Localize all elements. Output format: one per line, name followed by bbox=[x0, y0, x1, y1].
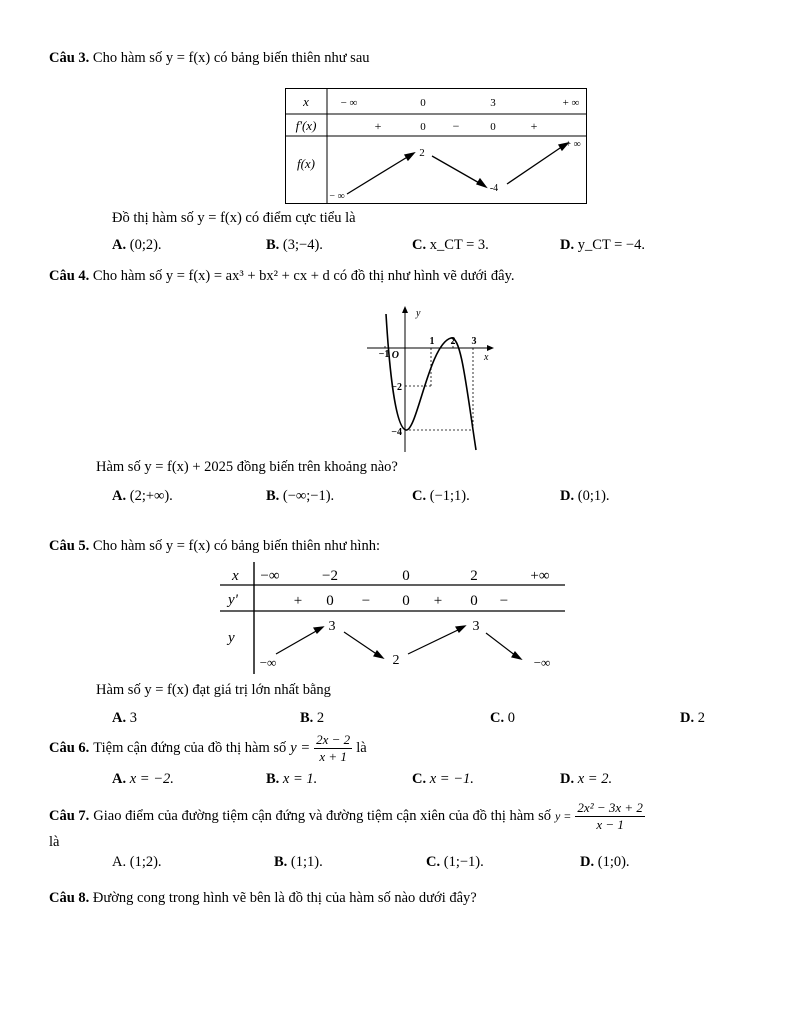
q3-fp-sign: + bbox=[530, 119, 538, 133]
q3-question: Đồ thị hàm số y = f(x) có điểm cực tiểu là bbox=[112, 210, 356, 226]
q3-x-val: 0 bbox=[420, 97, 426, 109]
q4-option-c[interactable]: C. (−1;1). bbox=[412, 488, 470, 504]
q6-fraction bbox=[314, 732, 352, 765]
q6-option-c[interactable]: C. x = −1. bbox=[412, 771, 474, 787]
q5-option-c[interactable]: C. 0 bbox=[490, 710, 515, 726]
q7-option-b[interactable]: B. (1;1). bbox=[274, 854, 323, 870]
q6-option-b[interactable]: B. x = 1. bbox=[266, 771, 318, 787]
q5-stem: Cho hàm số y = f(x) có bảng biến thiên như hình: bbox=[92, 538, 380, 554]
q5-yp-sign: + bbox=[293, 593, 303, 609]
q5-y-val: 3 bbox=[328, 619, 336, 634]
q5-option-b[interactable]: B. 2 bbox=[300, 710, 325, 726]
q5-stem-line bbox=[49, 538, 380, 555]
q5-option-d[interactable]: D. 2 bbox=[680, 710, 705, 726]
q4-graph-origin: O bbox=[391, 350, 399, 361]
q4-option-d[interactable]: D. (0;1). bbox=[560, 488, 610, 504]
q3-option-d[interactable]: D. y_CT = −4. bbox=[560, 237, 645, 253]
q4-graph-x-label: x bbox=[484, 352, 489, 363]
q5-label: Câu 5. bbox=[49, 538, 90, 554]
q3-stem-line bbox=[49, 50, 370, 67]
q5-yp-sign: − bbox=[361, 593, 371, 609]
q3-fp-label: f'(x) bbox=[295, 118, 317, 133]
q3-label: Câu 3. bbox=[49, 50, 90, 66]
q7-stem-line bbox=[49, 796, 645, 836]
q5-yp-sign: 0 bbox=[402, 593, 410, 609]
q3-fp-sign: + bbox=[374, 119, 382, 133]
q6-option-a[interactable]: A. x = −2. bbox=[112, 771, 174, 787]
q5-x-val: −∞ bbox=[260, 568, 280, 584]
q5-y-val: 2 bbox=[392, 653, 400, 668]
q3-x-label: x bbox=[303, 94, 309, 109]
q5-x-label: x bbox=[232, 568, 239, 584]
q5-x-val: 0 bbox=[402, 568, 410, 584]
q5-x-val: 2 bbox=[470, 568, 478, 584]
q4-label: Câu 4. bbox=[49, 268, 90, 284]
q5-yp-sign: − bbox=[499, 593, 509, 609]
q8-stem-line bbox=[49, 890, 477, 907]
q4-graph-tick: −1 bbox=[378, 349, 390, 360]
q5-y-val: 3 bbox=[472, 619, 480, 634]
q7-option-a[interactable]: A. (1;2). bbox=[112, 854, 162, 870]
q3-x-val: − ∞ bbox=[340, 97, 358, 109]
q5-y-label: y bbox=[228, 630, 235, 646]
q5-x-val: −2 bbox=[322, 568, 338, 584]
q5-y-val: −∞ bbox=[259, 655, 277, 670]
q3-f-val: -4 bbox=[489, 183, 499, 194]
q7-denominator: x − 1 bbox=[596, 816, 624, 832]
q4-option-a[interactable]: A. (2;+∞). bbox=[112, 488, 173, 504]
q3-f-val: 2 bbox=[419, 147, 425, 159]
q3-fp-sign: 0 bbox=[490, 121, 496, 133]
q3-stem: Cho hàm số y = f(x) có bảng biến thiên như sau bbox=[92, 50, 370, 66]
q4-graph-tick: −2 bbox=[391, 382, 402, 393]
q4-stem-line bbox=[49, 268, 515, 285]
q5-yp-sign: + bbox=[433, 593, 443, 609]
q4-graph-tick: 2 bbox=[450, 336, 456, 347]
q5-x-val: +∞ bbox=[530, 568, 550, 584]
q5-variation-table bbox=[220, 562, 565, 674]
q4-graph-tick: 3 bbox=[471, 336, 477, 347]
q4-stem: Cho hàm số y = f(x) = ax³ + bx² + cx + d có đồ thị như hình vẽ dưới đây. bbox=[92, 268, 515, 284]
q4-graph-tick: 1 bbox=[429, 336, 435, 347]
q7-fraction bbox=[575, 800, 644, 833]
q7-numerator: 2x² − 3x + 2 bbox=[577, 799, 643, 815]
q4-option-b[interactable]: B. (−∞;−1). bbox=[266, 488, 335, 504]
q5-question: Hàm số y = f(x) đạt giá trị lớn nhất bằng bbox=[96, 682, 331, 698]
q6-lhs: y = bbox=[290, 739, 311, 756]
q4-cubic-graph bbox=[365, 304, 495, 454]
q5-option-a[interactable]: A. 3 bbox=[112, 710, 137, 726]
q7-tail: là bbox=[49, 834, 60, 850]
q7-stem: Giao điểm của đường tiệm cận đứng và đường tiệm cận xiên của đồ thị hàm số bbox=[93, 807, 551, 824]
q5-yp-label: y' bbox=[228, 592, 238, 608]
q4-graph-tick: −4 bbox=[391, 427, 402, 438]
q8-label: Câu 8. bbox=[49, 890, 90, 906]
q3-fp-sign: − bbox=[452, 119, 460, 133]
q6-stem: Tiệm cận đứng của đồ thị hàm số bbox=[93, 739, 287, 756]
q3-fp-sign: 0 bbox=[420, 121, 426, 133]
q3-option-a[interactable]: A. (0;2). bbox=[112, 237, 162, 253]
q3-option-c[interactable]: C. x_CT = 3. bbox=[412, 237, 489, 253]
q4-graph-y-label: y bbox=[416, 308, 421, 319]
q5-y-val: −∞ bbox=[533, 655, 551, 670]
q7-option-d[interactable]: D. (1;0). bbox=[580, 854, 630, 870]
q3-f-val: + ∞ bbox=[565, 139, 581, 150]
q6-tail: là bbox=[356, 739, 367, 756]
q8-stem: Đường cong trong hình vẽ bên là đồ thị của hàm số nào dưới đây? bbox=[92, 890, 477, 906]
q6-label: Câu 6. bbox=[49, 739, 90, 756]
q4-question: Hàm số y = f(x) + 2025 đồng biến trên khoảng nào? bbox=[96, 459, 398, 475]
q6-numerator: 2x − 2 bbox=[316, 731, 351, 747]
q3-f-label: f(x) bbox=[296, 156, 316, 171]
q7-lhs: y = bbox=[554, 808, 572, 823]
q6-option-d[interactable]: D. x = 2. bbox=[560, 771, 613, 787]
q5-yp-sign: 0 bbox=[326, 593, 334, 609]
q6-denominator: x + 1 bbox=[319, 748, 347, 764]
q3-variation-table bbox=[285, 88, 587, 204]
q3-option-b[interactable]: B. (3;−4). bbox=[266, 237, 323, 253]
q3-x-val: 3 bbox=[490, 97, 496, 109]
q5-yp-sign: 0 bbox=[470, 593, 478, 609]
q7-option-c[interactable]: C. (1;−1). bbox=[426, 854, 484, 870]
q3-x-val: + ∞ bbox=[562, 97, 580, 109]
q3-f-val: − ∞ bbox=[329, 191, 345, 202]
q6-stem-line bbox=[49, 728, 367, 768]
q7-label: Câu 7. bbox=[49, 807, 90, 824]
